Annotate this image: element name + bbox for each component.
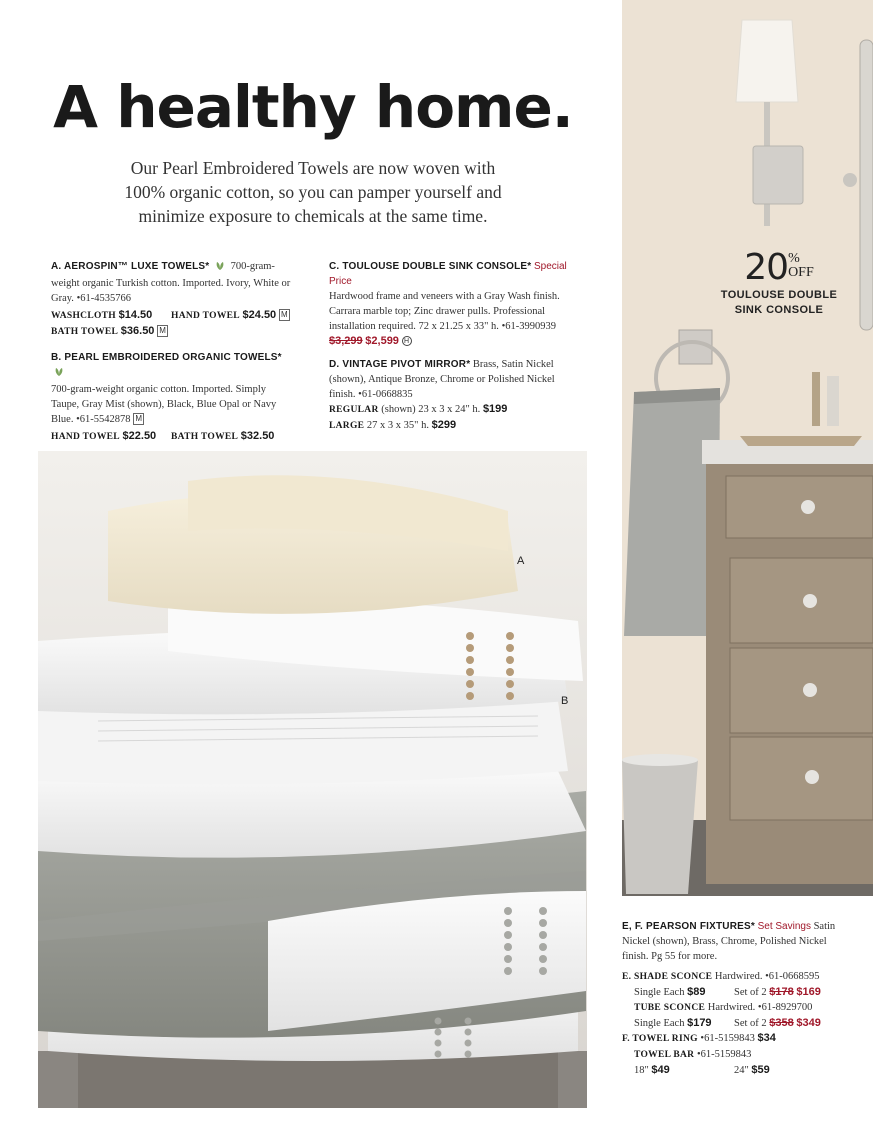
product-a-title[interactable]: A. AEROSPIN™ LUXE TOWELS*: [51, 261, 210, 272]
large-size-dims: 27 x 3 x 35" h.: [366, 420, 429, 431]
towel-bar-24-label: 24": [734, 1065, 749, 1076]
towel-bar-18-price: $49: [651, 1064, 670, 1076]
regular-size-label: REGULAR: [329, 405, 379, 415]
product-column-left: [51, 259, 291, 453]
set-savings-tag: Set Savings: [757, 921, 811, 932]
product-a-desc: 700-gram-weight organic Turkish cotton. Imported. Ivory, White or Gray.: [51, 261, 291, 304]
washcloth-price: $14.50: [118, 309, 153, 321]
product-ef-title[interactable]: E, F. PEARSON FIXTURES*: [622, 921, 755, 932]
towel-stack-photo: [38, 451, 587, 1108]
towel-bar-sku: •61-5159843: [696, 1049, 752, 1060]
bath-towel-label: BATH TOWEL: [171, 432, 239, 442]
bath-towel-price: $32.50: [240, 430, 275, 442]
sale-price: $2,599: [365, 335, 399, 347]
hand-towel-label: HAND TOWEL: [171, 311, 240, 321]
product-b-title[interactable]: B. PEARL EMBROIDERED ORGANIC TOWELS*: [51, 352, 282, 363]
product-d-sku: •61-0668835: [358, 389, 413, 400]
large-size-price: $299: [431, 419, 457, 431]
shade-sconce-desc: Hardwired. •61-0668595: [714, 971, 820, 982]
large-size-label: LARGE: [329, 421, 365, 431]
page-headline: A healthy home.: [53, 73, 573, 141]
intro-line-1: Our Pearl Embroidered Towels are now woven with: [130, 158, 496, 178]
organic-leaf-icon: [54, 367, 64, 382]
bath-towel-label: BATH TOWEL: [51, 327, 119, 337]
hand-towel-price: $24.50: [242, 309, 277, 321]
towel-bar-18-label: 18": [634, 1065, 649, 1076]
product-b-desc: 700-gram-weight organic cotton. Imported. Simply Taupe, Gray Mist (shown), Black, Blue Opal or Navy Blue. •61-5542878 M: [51, 384, 277, 425]
bath-towel-price: $36.50: [120, 325, 155, 337]
tube-set-label: Set of 2: [734, 1018, 767, 1029]
shade-set-label: Set of 2: [734, 987, 767, 998]
product-d: [329, 357, 579, 434]
product-d-title[interactable]: D. VINTAGE PIVOT MIRROR*: [329, 359, 471, 370]
washcloth-label: WASHCLOTH: [51, 311, 116, 321]
promo-badge: [715, 247, 843, 318]
towel-bar-24-price: $59: [751, 1064, 770, 1076]
product-a: [51, 259, 291, 340]
shade-single-price: $89: [687, 986, 706, 998]
product-b: [51, 350, 291, 445]
product-ef-desc: Satin Nickel (shown), Brass, Chrome, Polished Nickel finish. Pg 55 for more.: [622, 921, 836, 962]
intro-line-3: minimize exposure to chemicals at the same time.: [138, 206, 488, 226]
special-price-tag: Special Price: [329, 261, 567, 287]
towel-ring-price: $34: [757, 1032, 776, 1044]
product-b-sku: •61-5542878: [76, 414, 131, 425]
intro-line-2: 100% organic cotton, so you can pamper yourself and: [124, 182, 502, 202]
monogram-badge: M: [157, 325, 168, 337]
callout-label-a: A: [517, 555, 525, 567]
shade-single-label: Single Each: [634, 987, 685, 998]
tube-sconce-label: TUBE SCONCE: [634, 1003, 706, 1013]
bathroom-vanity-photo: [622, 0, 873, 896]
promo-product-name: TOULOUSE DOUBLE SINK CONSOLE: [720, 289, 838, 316]
callout-label-b: B: [561, 695, 569, 707]
organic-leaf-icon: [215, 261, 225, 276]
regular-size-dims: (shown) 23 x 3 x 24" h.: [381, 404, 481, 415]
towel-stack-illustration: [38, 451, 587, 1108]
tube-sconce-desc: Hardwired. •61-8929700: [707, 1002, 813, 1013]
product-ef: [622, 919, 847, 964]
original-price: $3,299: [329, 335, 363, 347]
shade-set-new-price: $169: [796, 986, 821, 998]
intro-paragraph: [70, 156, 556, 228]
towel-ring-label: F. TOWEL RING: [622, 1034, 698, 1044]
product-c-desc: Hardwood frame and veneers with a Gray Wash finish. Carrara marble top; Zinc drawer pulls. Professional installation required. 72 x 21.25 x 33" h.: [329, 291, 560, 332]
product-c-sku: •61-3990939: [501, 321, 556, 332]
promo-off: % OFF: [788, 251, 814, 280]
shade-sconce-label: E. SHADE SCONCE: [622, 972, 713, 982]
product-c-title[interactable]: C. TOULOUSE DOUBLE SINK CONSOLE*: [329, 261, 532, 272]
home-delivery-badge: H: [402, 336, 412, 346]
regular-size-price: $199: [482, 403, 508, 415]
hand-towel-price: $22.50: [122, 430, 157, 442]
hand-towel-label: HAND TOWEL: [51, 432, 120, 442]
tube-single-price: $179: [687, 1017, 712, 1029]
product-column-right: [622, 919, 847, 1078]
tube-single-label: Single Each: [634, 1018, 685, 1029]
towel-bar-label: TOWEL BAR: [634, 1050, 695, 1060]
tube-set-new-price: $349: [796, 1017, 821, 1029]
promo-percent: 20: [744, 247, 789, 288]
monogram-badge: M: [133, 413, 144, 425]
shade-set-old-price: $178: [769, 986, 794, 998]
bathroom-illustration: [622, 0, 873, 896]
product-c: [329, 259, 579, 349]
tube-set-old-price: $358: [769, 1017, 794, 1029]
monogram-badge: M: [279, 309, 290, 321]
product-column-middle: [329, 259, 579, 442]
product-a-sku: •61-4535766: [76, 293, 131, 304]
towel-ring-sku: •61-5159843: [700, 1033, 755, 1044]
product-d-desc: Brass, Satin Nickel (shown), Antique Bronze, Chrome or Polished Nickel finish.: [329, 359, 555, 400]
